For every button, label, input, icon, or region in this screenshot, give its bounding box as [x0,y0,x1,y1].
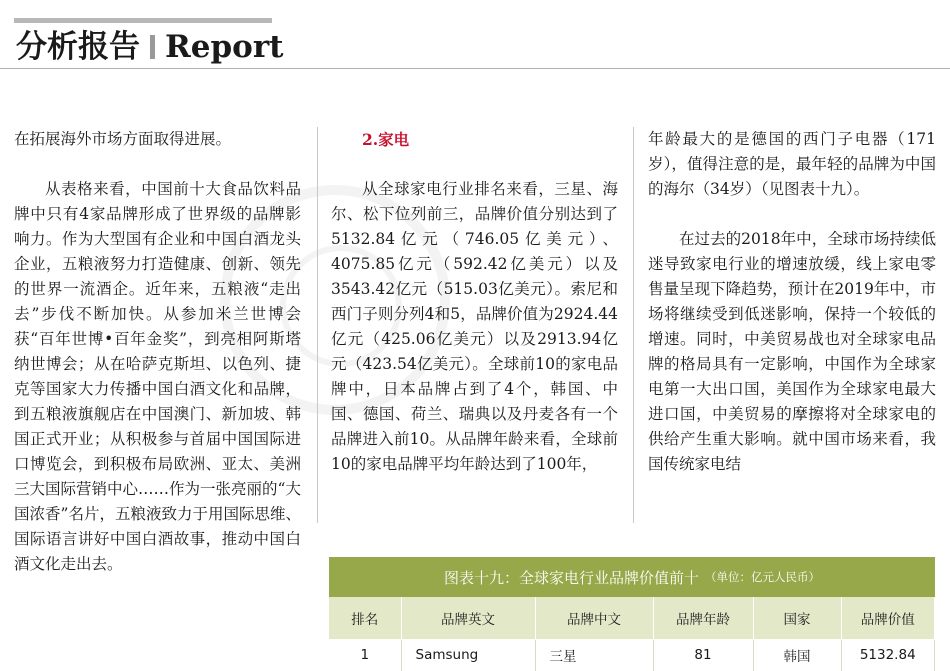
table-title-text: 图表十九：全球家电行业品牌价值前十 [443,568,699,587]
column-divider [633,127,634,523]
table-unit: （单位：亿元人民币） [705,570,820,584]
section-title [16,29,284,65]
paragraph: 从表格来看，中国前十大食品饮料品牌中只有4家品牌形成了世界级的品牌影响力。作为大型国有企业和中国白酒龙头企业，五粮液努力打造健康、创新、领先的世界一流酒企。近年来，五粮液“走出去”步伐不断加快。从参加米兰世博会获“百年世博•百年金奖”，到亮相阿斯塔纳世博会；从在哈萨克斯坦、以色列、捷克等国家大力传播中国白酒文化和品牌，到五粮液旗舰店在中国澳门、新加坡、韩国正式开业；从积极参与首届中国国际进口博览会，到积极布局欧洲、亚太、美洲三大国际营销中心……作为一张亮丽的“大国浓香”名片，五粮液致力于用国际思维、国际语言讲好中国白酒故事，推动中国白酒文化走出去。 [14,180,301,573]
cell-brand-en: Samsung [401,639,535,671]
table-title [329,557,935,597]
subsection-heading: 2.家电 [362,130,410,149]
table-header-row [329,597,935,639]
paragraph: 年龄最大的是德国的西门子电器（171岁），值得注意的是，最年轻的品牌为中国的海尔（34岁）（见图表十九）。 [648,130,936,198]
col-header-brand-en: 品牌英文 [401,597,535,639]
table-row [329,639,935,671]
column-divider [317,127,318,523]
title-separator [150,35,155,59]
cell-brand-value: 5132.84 [841,639,935,671]
cell-brand-age: 81 [653,639,753,671]
data-table [329,597,935,671]
header-rule [0,68,950,69]
cell-rank: 1 [329,639,401,671]
cell-country: 韩国 [753,639,841,671]
page-header [14,10,284,70]
col-header-brand-value: 品牌价值 [841,597,935,639]
section-title-en: Report [165,29,284,65]
col-header-rank: 排名 [329,597,401,639]
col-header-brand-cn: 品牌中文 [535,597,653,639]
paragraph: 在拓展海外市场方面取得进展。 [14,130,232,148]
section-title-cn: 分析报告 [16,29,140,65]
text-column-3 [648,127,936,477]
paragraph: 在过去的2018年中，全球市场持续低迷导致家电行业的增速放缓，线上家电零售量呈现下降趋势，预计在2019年中，市场将继续受到低迷影响，保持一个较低的增速。同时，中美贸易战也对全球家电品牌的格局具有一定影响，中国作为全球家电第一大出口国，美国作为全球家电最大进口国，中美贸易的摩擦将对全球家电的供给产生重大影响。就中国市场来看，我国传统家电结 [648,230,936,473]
text-column-1 [14,127,301,577]
brand-value-table [329,557,935,671]
col-header-country: 国家 [753,597,841,639]
paragraph: 从全球家电行业排名来看，三星、海尔、松下位列前三，品牌价值分别达到了5132.84亿元（746.05亿美元）、4075.85亿元（592.42亿美元）以及3543.42亿元（515.03亿美元）。索尼和西门子则分列4和5，品牌价值为2924.44亿元（425.06亿美元）以及2913.94亿元（423.54亿美元）。全球前10的家电品牌中，日本品牌占到了4个，韩国、中国、德国、荷兰、瑞典以及丹麦各有一个品牌进入前10。从品牌年龄来看，全球前10的家电品牌平均年龄达到了100年， [331,180,618,473]
header-bar [14,18,272,23]
cell-brand-cn: 三星 [535,639,653,671]
col-header-brand-age: 品牌年龄 [653,597,753,639]
text-column-2 [331,127,618,477]
